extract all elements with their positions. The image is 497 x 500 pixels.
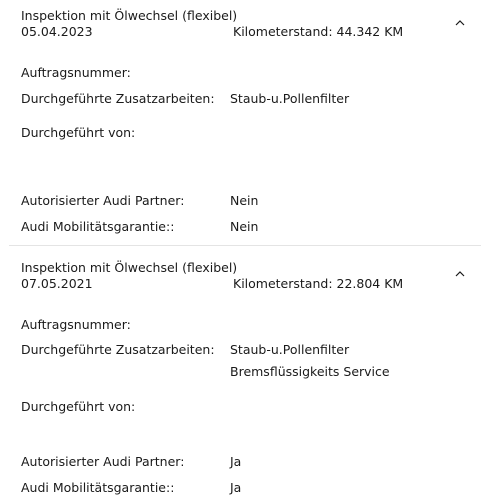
- service-mileage: Kilometerstand: 22.804 KM: [233, 276, 404, 291]
- mobility-guarantee-value: Nein: [230, 219, 259, 234]
- additional-work-item: Bremsflüssigkeits Service: [230, 364, 390, 379]
- chevron-up-icon[interactable]: [451, 265, 469, 283]
- authorized-partner-label: Autorisierter Audi Partner:: [21, 454, 185, 469]
- authorized-partner-value: Nein: [230, 193, 259, 208]
- mobility-guarantee-label: Audi Mobilitätsgarantie::: [21, 219, 175, 234]
- mobility-guarantee-label: Audi Mobilitätsgarantie::: [21, 480, 175, 495]
- mobility-guarantee-value: Ja: [230, 480, 242, 495]
- additional-work-label: Durchgeführte Zusatzarbeiten:: [21, 91, 215, 106]
- service-date: 07.05.2021: [21, 276, 93, 291]
- additional-work-label: Durchgeführte Zusatzarbeiten:: [21, 342, 215, 357]
- chevron-up-icon[interactable]: [451, 14, 469, 32]
- service-date: 05.04.2023: [21, 24, 93, 39]
- authorized-partner-label: Autorisierter Audi Partner:: [21, 193, 185, 208]
- service-entry: [0, 246, 497, 500]
- service-title: Inspektion mit Ölwechsel (flexibel): [21, 8, 238, 23]
- order-number-label: Auftragsnummer:: [21, 317, 131, 332]
- service-mileage: Kilometerstand: 44.342 KM: [233, 24, 404, 39]
- additional-work-item: Staub-u.Pollenfilter: [230, 342, 350, 357]
- order-number-label: Auftragsnummer:: [21, 65, 131, 80]
- additional-work-item: Staub-u.Pollenfilter: [230, 91, 350, 106]
- authorized-partner-value: Ja: [230, 454, 242, 469]
- service-entry: [0, 0, 497, 245]
- service-title: Inspektion mit Ölwechsel (flexibel): [21, 260, 238, 275]
- performed-by-label: Durchgeführt von:: [21, 399, 136, 414]
- performed-by-label: Durchgeführt von:: [21, 125, 136, 140]
